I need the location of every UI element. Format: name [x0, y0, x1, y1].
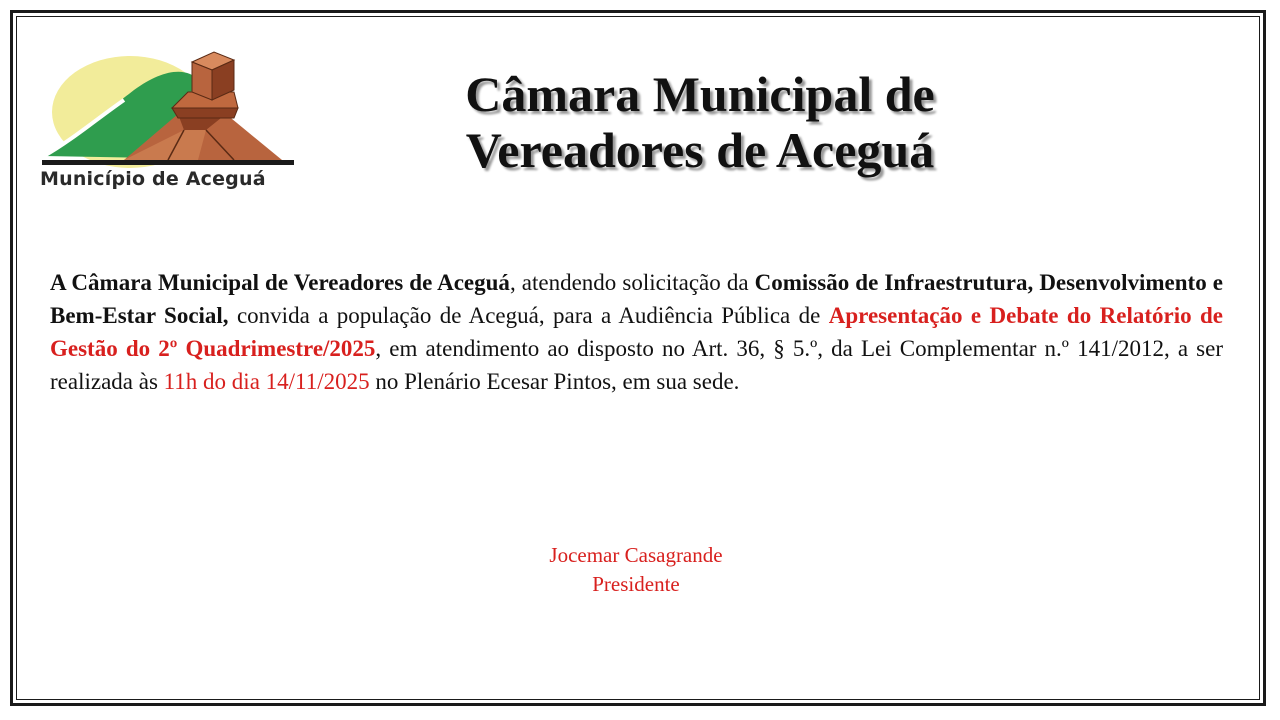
title-line-1: Câmara Municipal de	[465, 66, 935, 122]
commission-name: Comissão de Infraestrutura, Desenvolvimento e Bem-Estar Social,	[50, 270, 1223, 328]
title-line-2: Vereadores de Aceguá	[465, 122, 935, 178]
notice-text-1: , atendendo solicitação da	[509, 270, 755, 295]
logo-base-bar	[42, 160, 294, 165]
hearing-subject: Apresentação e Debate do Relatório de Gestão do 2º Quadrimestre/2025	[50, 303, 1224, 361]
signature-block	[436, 541, 836, 599]
notice-paragraph	[50, 266, 1223, 398]
logo-caption: Município de Aceguá	[40, 168, 266, 190]
signatory-role: Presidente	[592, 572, 680, 596]
hearing-datetime: 11h do dia 14/11/2025	[163, 369, 370, 394]
notice-text-3: , em atendimento ao disposto no Art. 36, § 5.º, da Lei Complementar n.º 141/2012, a ser realizada às	[50, 336, 1223, 394]
page-title	[390, 66, 1010, 178]
signatory-name: Jocemar Casagrande	[549, 543, 723, 567]
notice-text-4: no Plenário Ecesar Pintos, em sua sede.	[369, 369, 740, 394]
chamber-name: A Câmara Municipal de Vereadores de Aceguá	[50, 270, 510, 295]
notice-text-2: convida a população de Aceguá, para a Audiência Pública de	[228, 303, 829, 328]
